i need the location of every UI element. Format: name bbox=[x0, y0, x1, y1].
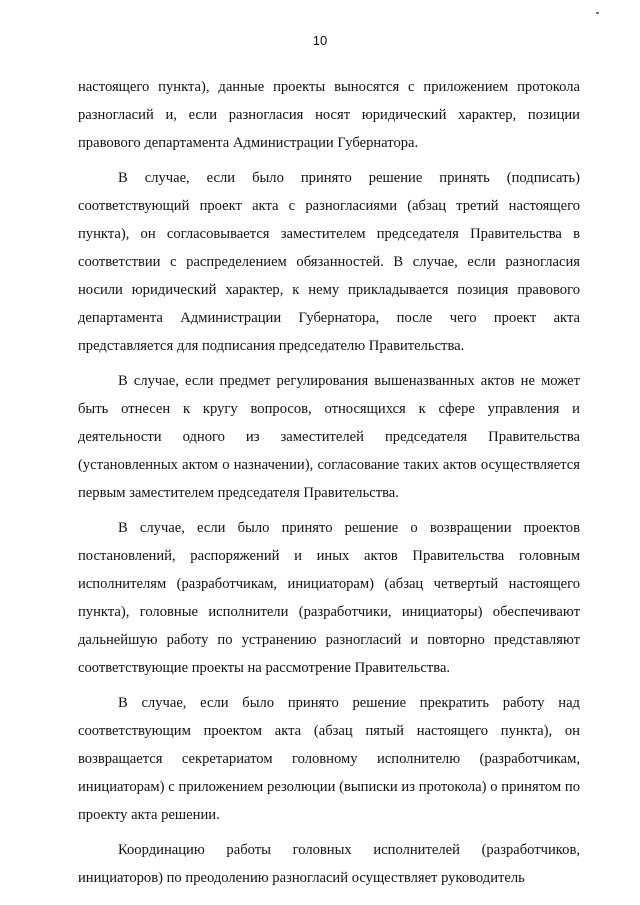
paragraph: В случае, если было принято решение принять (подписать) соответствующий проект акта с разногласиями (абзац третий настоящего пункта), он согласовывается заместителем председателя Правительства в соответствии с распределением обязанностей. В случае, если разногласия носили юридический характер, к нему прикладывается позиция правового департамента Администрации Губернатора, после чего проект акта представляется для подписания председателю Правительства. bbox=[78, 170, 580, 354]
paragraph-continuation: настоящего пункта), данные проекты выносятся с приложением протокола разногласий и, если разногласия носят юридический характер, позиции правового департамента Администрации Губернатора. bbox=[78, 79, 580, 151]
scan-speck bbox=[596, 12, 599, 14]
paragraph: В случае, если было принято решение о возвращении проектов постановлений, распоряжений и иных актов Правительства головным исполнителям (разработчикам, инициаторам) (абзац четвертый настоящего пункта), головные исполнители (разработчики, инициаторы) обеспечивают дальнейшую работу по устранению разногласий и повторно представляют соответствующие проекты на рассмотрение Правительства. bbox=[78, 520, 580, 676]
document-body bbox=[78, 73, 580, 892]
page-number: 10 bbox=[312, 33, 328, 48]
paragraph: В случае, если было принято решение прекратить работу над соответствующим проектом акта (абзац пятый настоящего пункта), он возвращается секретариатом головному исполнителю (разработчикам, инициаторам) с приложением резолюции (выписки из протокола) о принятом по проекту акта решении. bbox=[78, 695, 580, 823]
paragraph: Координацию работы головных исполнителей (разработчиков, инициаторов) по преодолению разногласий осуществляет руководитель bbox=[78, 842, 580, 886]
paragraph: В случае, если предмет регулирования вышеназванных актов не может быть отнесен к кругу вопросов, относящихся к сфере управления и деятельности одного из заместителей председателя Правительства (установленных актом о назначении), согласование таких актов осуществляется первым заместителем председателя Правительства. bbox=[78, 373, 580, 501]
